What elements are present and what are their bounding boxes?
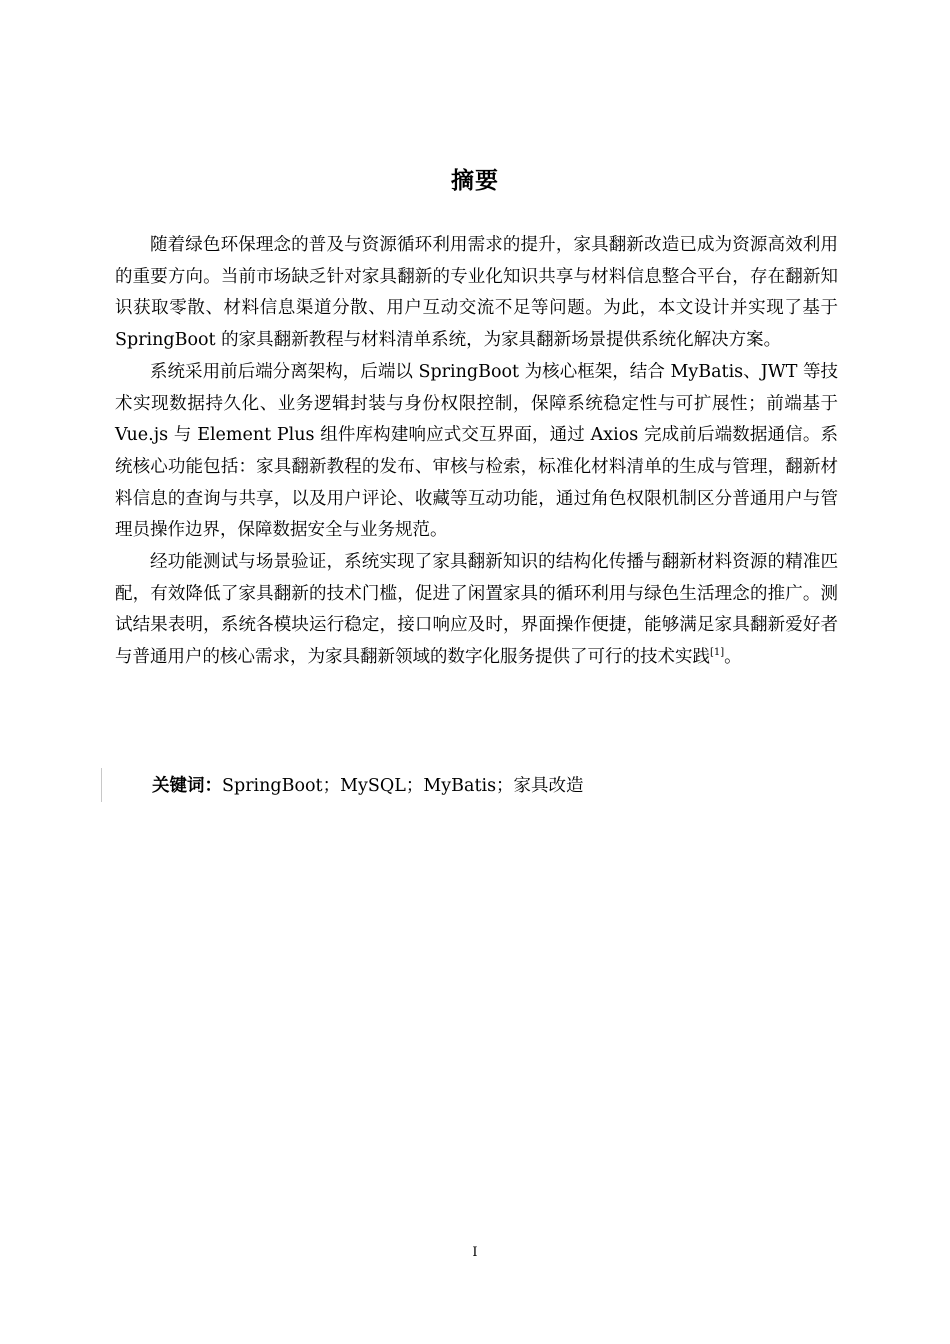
- abstract-body: [115, 230, 838, 674]
- paragraph-end-punct: 。: [724, 647, 742, 668]
- page-number: I: [472, 1245, 478, 1260]
- keywords-label: 关键词：: [152, 776, 222, 796]
- abstract-paragraph-2: 系统采用前后端分离架构，后端以 SpringBoot 为核心框架，结合 MyBatis、JWT 等技术实现数据持久化、业务逻辑封装与身份权限控制，保障系统稳定性与可扩展性；前端基于 Vue.js 与 Element Plus 组件库构建响应式交互界面，通过 Axios 完成前后端数据通信。系统核心功能包括：家具翻新教程的发布、审核与检索，标准化材料清单的生成与管理，翻新材料信息的查询与共享，以及用户评论、收藏等互动功能，通过角色权限机制区分普通用户与管理员操作边界，保障数据安全与业务规范。: [115, 361, 838, 541]
- citation-marker: [1]: [710, 647, 725, 659]
- abstract-paragraph-3-text: 经功能测试与场景验证，系统实现了家具翻新知识的结构化传播与翻新材料资源的精准匹配，有效降低了家具翻新的技术门槛，促进了闲置家具的循环利用与绿色生活理念的推广。测试结果表明，系统各模块运行稳定，接口响应及时，界面操作便捷，能够满足家具翻新爱好者与普通用户的核心需求，为家具翻新领域的数字化服务提供了可行的技术实践: [115, 552, 838, 668]
- keywords-value: SpringBoot；MySQL；MyBatis；家具改造: [222, 776, 584, 796]
- keywords-line: [152, 770, 584, 802]
- margin-change-bar: [101, 768, 102, 802]
- abstract-paragraph-3: [115, 547, 838, 674]
- abstract-paragraph-1: 随着绿色环保理念的普及与资源循环利用需求的提升，家具翻新改造已成为资源高效利用的重要方向。当前市场缺乏针对家具翻新的专业化知识共享与材料信息整合平台，存在翻新知识获取零散、材料信息渠道分散、用户互动交流不足等问题。为此，本文设计并实现了基于 SpringBoot 的家具翻新教程与材料清单系统，为家具翻新场景提供系统化解决方案。: [115, 235, 838, 351]
- page-title: 摘要: [451, 168, 499, 194]
